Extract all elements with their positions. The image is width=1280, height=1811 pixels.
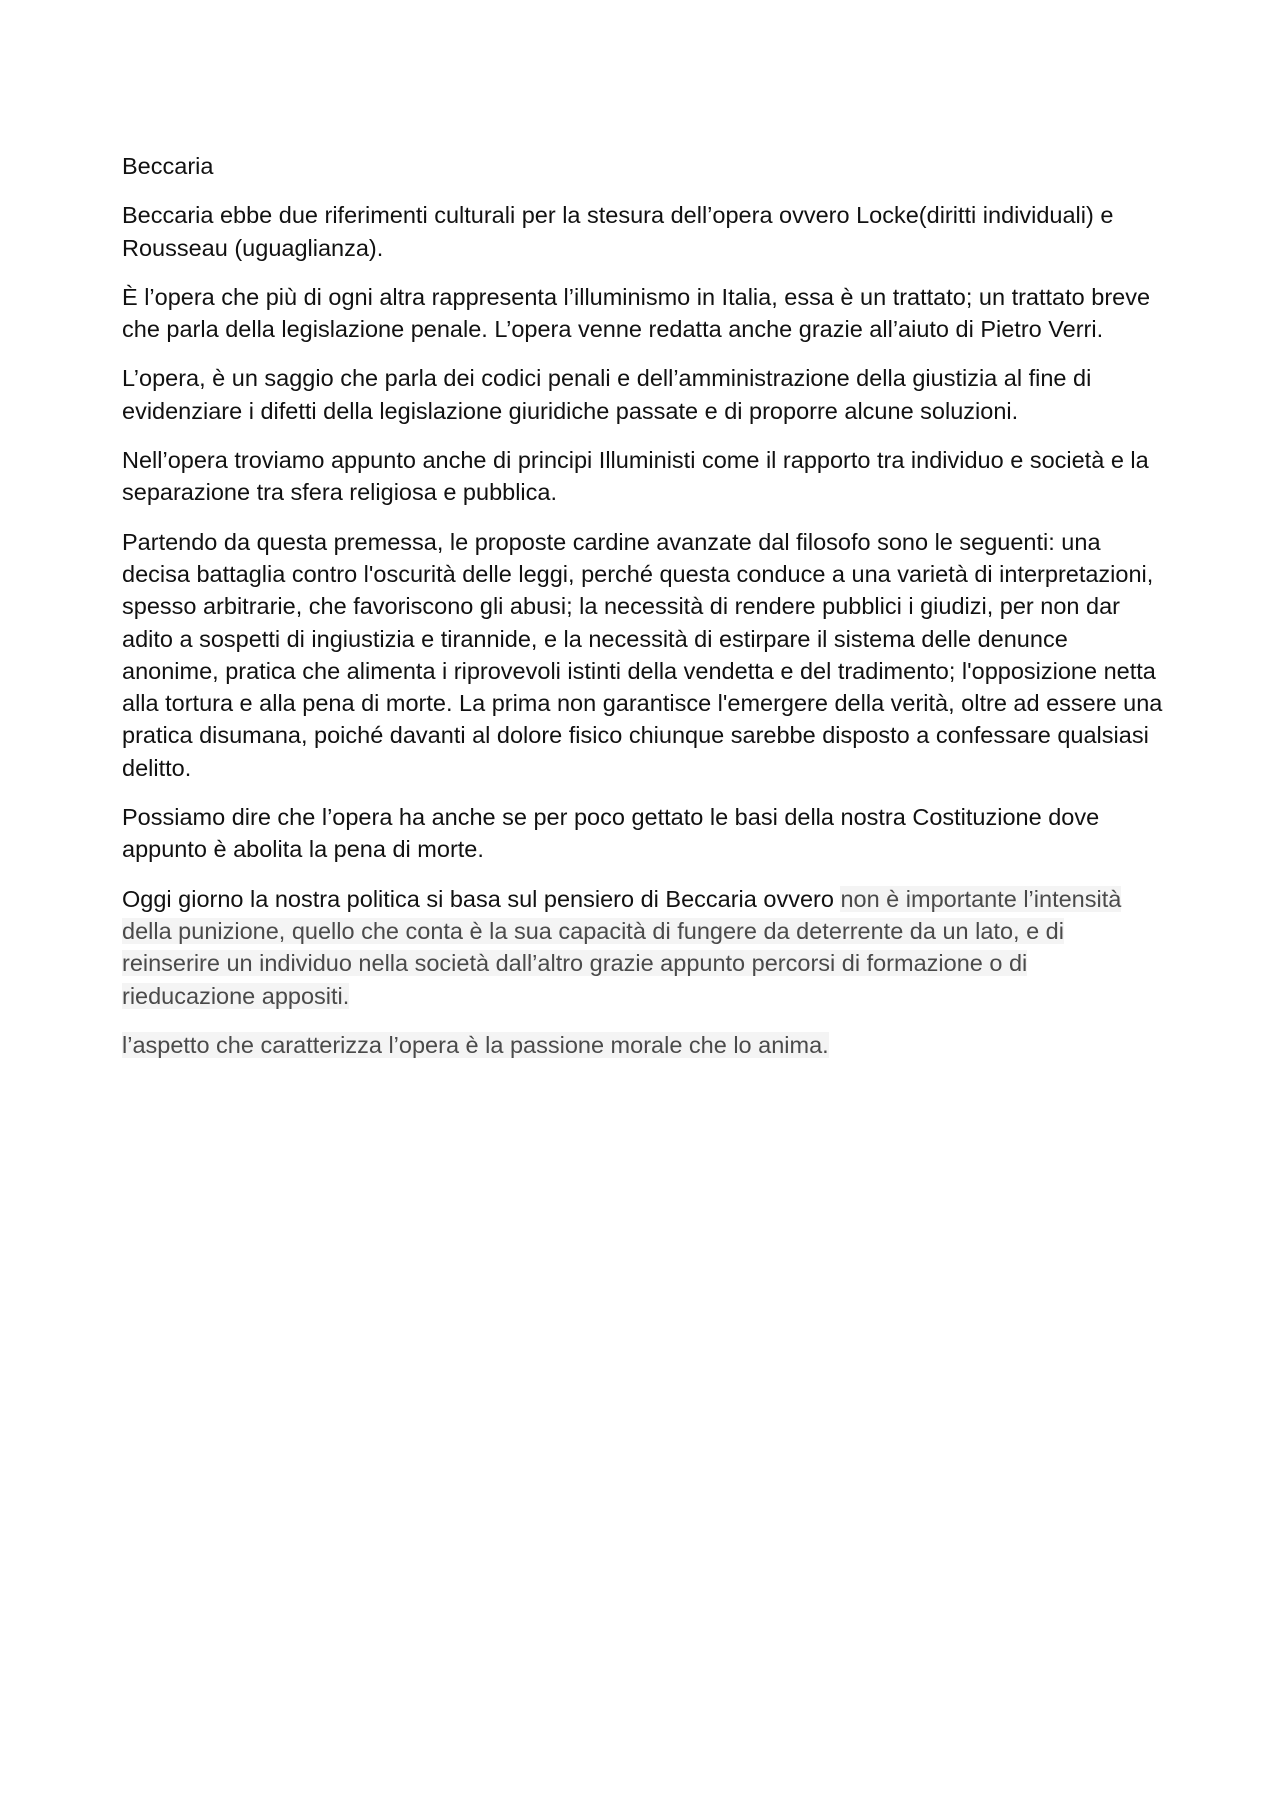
paragraph-politica-text: Oggi giorno la nostra politica si basa sul pensiero di Beccaria ovvero <box>122 885 841 912</box>
paragraph-proposte: Partendo da questa premessa, le proposte cardine avanzate dal filosofo sono le seguenti: una decisa battaglia contro l'oscurità delle leggi, perché questa conduce a una varietà di interpretazioni, spesso arbitrarie, che favoriscono gli abusi; la necessità di rendere pubblici i giudizi, per non dar adito a sospetti di ingiustizia e tirannide, e la necessità di estirpare il sistema delle denunce anonime, pratica che alimenta i riprovevoli istinti della vendetta e del tradimento; l'opposizione netta alla tortura e alla pena di morte. La prima non garantisce l'emergere della verità, oltre ad essere una pratica disumana, poiché davanti al dolore fisico chiunque sarebbe disposto a confessare qualsiasi delitto. <box>122 528 1163 781</box>
paragraph-principi: Nell’opera troviamo appunto anche di principi Illuministi come il rapporto tra individuo e società e la separazione tra sfera religiosa e pubblica. <box>122 447 1149 506</box>
paragraph-costituzione: Possiamo dire che l’opera ha anche se per poco gettato le basi della nostra Costituzione dove appunto è abolita la pena di morte. <box>122 804 1100 863</box>
paragraph-illuminismo: È l’opera che più di ogni altra rappresenta l’illuminismo in Italia, essa è un trattato; un trattato breve che parla della legislazione penale. L’opera venne redatta anche grazie all’aiuto di Pietro Verri. <box>122 283 1151 343</box>
highlighted-quote: non è importante l’intensità della punizione, quello che conta è la sua capacità di fungere da deterrente da un lato, e di reinserire un individuo nella società dall’altro grazie appunto percorsi di formazione o di rieducazione appositi. <box>122 885 1122 1009</box>
paragraph-politica <box>122 883 1167 1012</box>
paragraph-references: Beccaria ebbe due riferimenti culturali per la stesura dell’opera ovvero Locke(diritti individuali) e Rousseau (uguaglianza). <box>122 202 1114 261</box>
paragraph-passione <box>122 1029 1167 1061</box>
document-title: Beccaria <box>122 153 214 179</box>
document-body <box>122 150 1167 1078</box>
highlighted-conclusion: l’aspetto che caratterizza l’opera è la passione morale che lo anima. <box>122 1031 829 1058</box>
paragraph-saggio: L’opera, è un saggio che parla dei codici penali e dell’amministrazione della giustizia al fine di evidenziare i difetti della legislazione giuridiche passate e di proporre alcune soluzioni. <box>122 365 1092 424</box>
